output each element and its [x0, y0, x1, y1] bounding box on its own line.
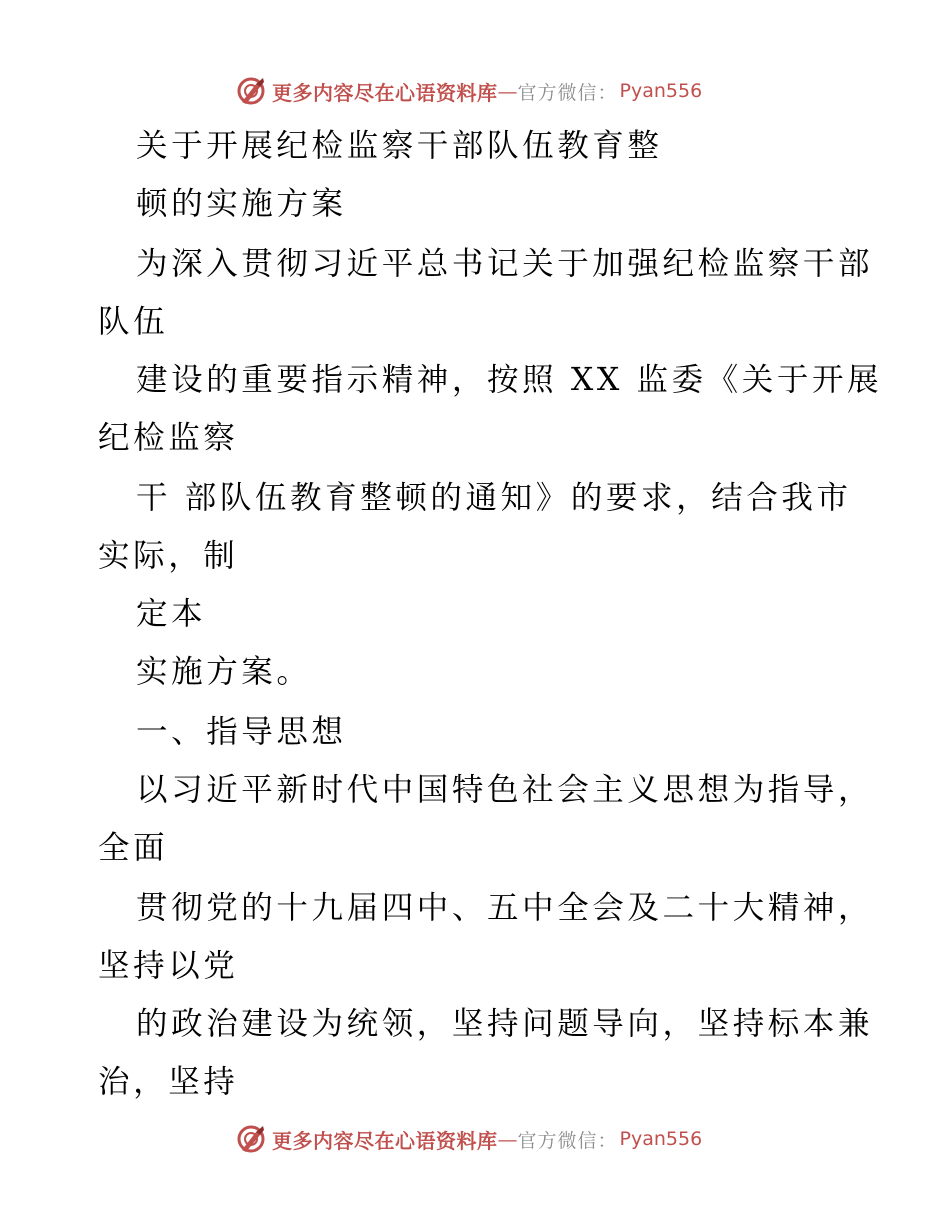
watermark-separator: —	[497, 79, 518, 103]
header-watermark	[236, 74, 702, 108]
paragraph-line: 纪检监察	[98, 420, 239, 456]
paragraph-line: 干 部队伍教育整顿的通知》的要求，结合我市	[136, 480, 852, 516]
paragraph-line: 贯彻党的十九届四中、五中全会及二十大精神，	[136, 890, 874, 926]
watermark-wechat-id: Pyan556	[619, 1128, 703, 1150]
footer-watermark	[236, 1122, 702, 1156]
paragraph-line: 以习近平新时代中国特色社会主义思想为指导，	[136, 772, 874, 808]
paragraph-line: 实际，制	[98, 538, 239, 574]
watermark-main-text: 更多内容尽在心语资料库	[272, 1128, 498, 1153]
watermark-wechat-id: Pyan556	[619, 80, 703, 102]
watermark-separator: —	[497, 1127, 518, 1151]
paragraph-line: 建设的重要指示精神，按照 XX 监委《关于开展	[136, 362, 883, 398]
watermark-main-text: 更多内容尽在心语资料库	[272, 80, 498, 105]
pen-logo-icon	[236, 76, 266, 106]
paragraph-line: 定本	[136, 596, 207, 632]
doc-title-line-2: 顿的实施方案	[136, 186, 347, 222]
section-heading: 一、指导思想	[136, 714, 347, 750]
paragraph-line: 全面	[98, 830, 169, 866]
paragraph-line: 为深入贯彻习近平总书记关于加强纪检监察干部	[136, 246, 874, 282]
paragraph-line: 治，坚持	[98, 1064, 239, 1100]
doc-title-line-1: 关于开展纪检监察干部队伍教育整	[136, 128, 663, 164]
paragraph-line: 实施方案。	[136, 654, 312, 690]
paragraph-line: 的政治建设为统领，坚持问题导向，坚持标本兼	[136, 1006, 874, 1042]
paragraph-line: 坚持以党	[98, 948, 239, 984]
pen-logo-icon	[236, 1124, 266, 1154]
watermark-official-label: 官方微信：	[517, 1129, 618, 1152]
watermark-official-label: 官方微信：	[517, 81, 618, 104]
paragraph-line: 队伍	[98, 304, 169, 340]
